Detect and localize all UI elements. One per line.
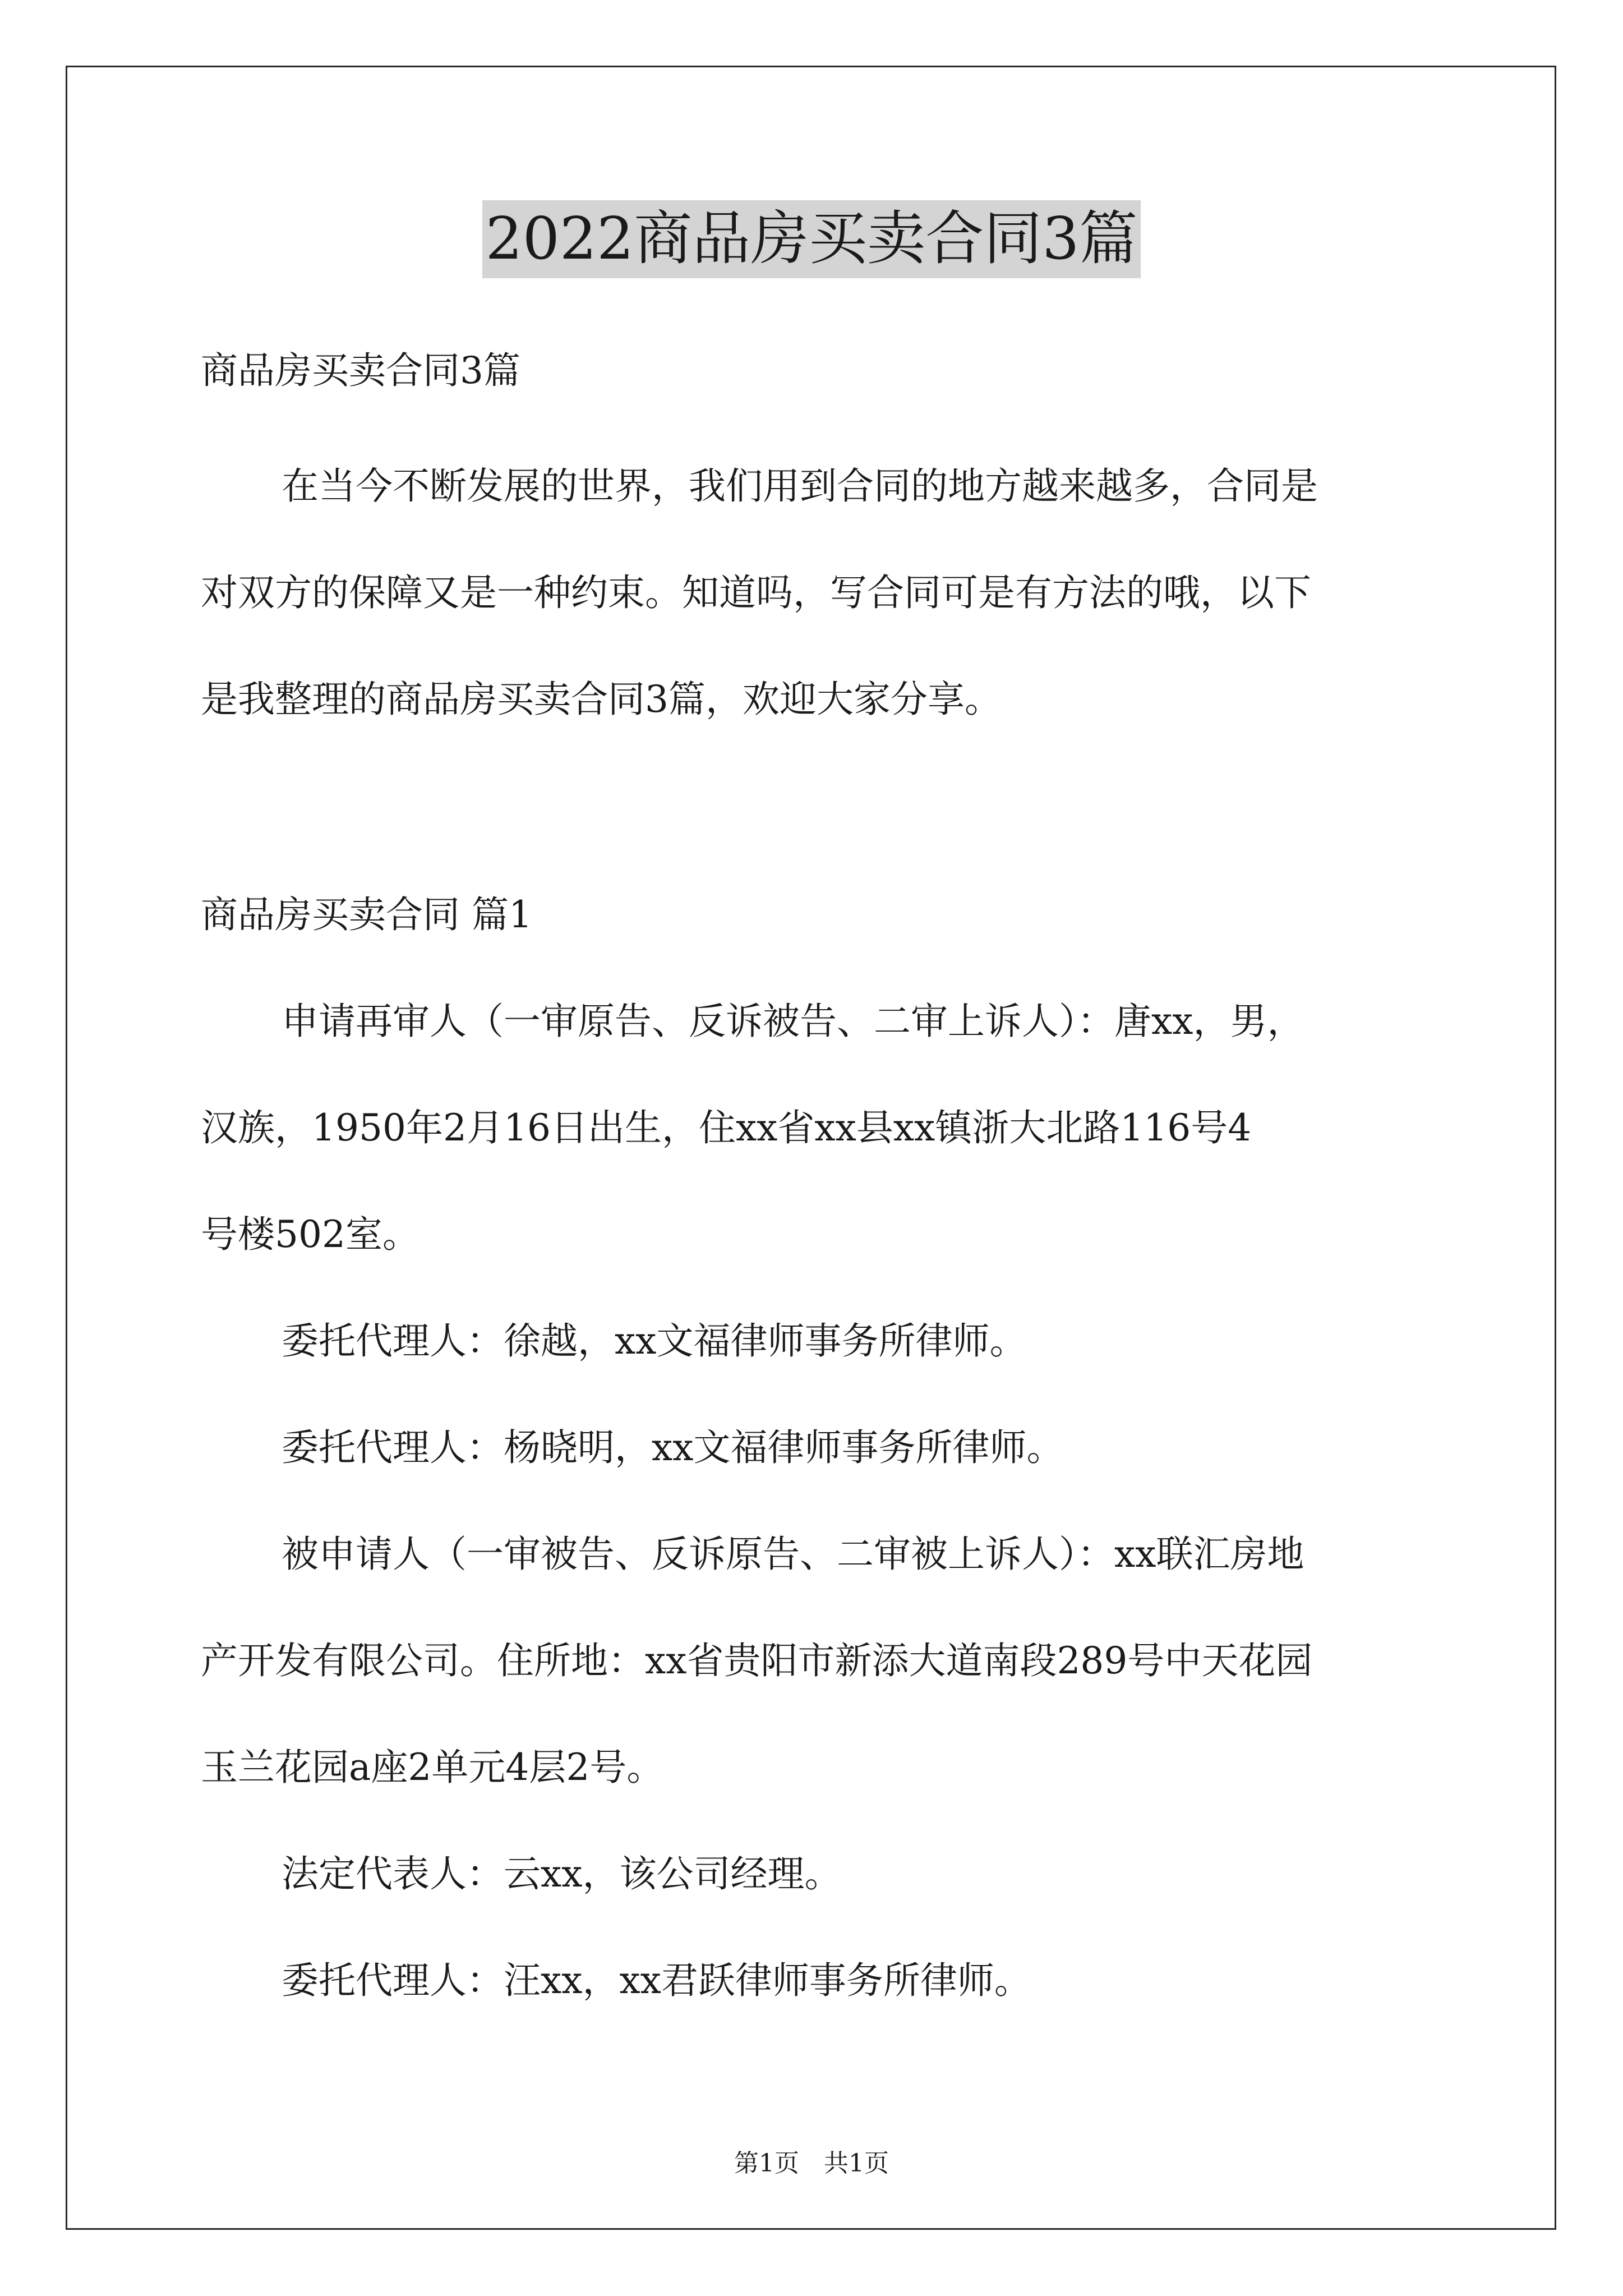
- applicant-line-1: 申请再审人（一审原告、反诉被告、二审上诉人）：唐xx，男，: [282, 1000, 1304, 1043]
- intro-line-1: 在当今不断发展的世界，我们用到合同的地方越来越多，合同是: [282, 464, 1318, 508]
- agent-paragraph-1: [201, 1288, 1435, 1395]
- agent-line-1: 委托代理人：徐越，xx文福律师事务所律师。: [282, 1319, 1027, 1363]
- agent-paragraph-2: [201, 1395, 1435, 1501]
- respondent-line-3: 玉兰花园a座2单元4层2号。: [201, 1746, 664, 1789]
- subtitle: 商品房买卖合同3篇: [201, 349, 520, 392]
- section-heading: 商品房买卖合同 篇1: [201, 893, 532, 936]
- applicant-line-2: 汉族，1950年2月16日出生，住xx省xx县xx镇浙大北路116号4: [201, 1106, 1252, 1149]
- applicant-line-3: 号楼502室。: [201, 1213, 419, 1256]
- agent-paragraph-3: [201, 1927, 1435, 2034]
- intro-line-3: 是我整理的商品房买卖合同3篇，欢迎大家分享。: [201, 678, 1002, 721]
- document-title-text: 2022商品房买卖合同3篇: [482, 200, 1141, 278]
- agent-line-2: 委托代理人：杨晓明，xx文福律师事务所律师。: [282, 1426, 1064, 1469]
- page-footer: 第1页 共1页: [734, 2149, 889, 2178]
- intro-line-2: 对双方的保障又是一种约束。知道吗，写合同可是有方法的哦，以下: [201, 571, 1311, 614]
- respondent-paragraph: [201, 1501, 1435, 1821]
- intro-paragraph: [201, 433, 1435, 753]
- legal-rep-paragraph: [201, 1821, 1435, 1927]
- applicant-paragraph: [201, 968, 1435, 1288]
- agent-line-3: 委托代理人：汪xx，xx君跃律师事务所律师。: [282, 1959, 1031, 2002]
- respondent-line-1: 被申请人（一审被告、反诉原告、二审被上诉人）：xx联汇房地: [282, 1533, 1304, 1576]
- legal-rep-line: 法定代表人：云xx，该公司经理。: [282, 1852, 842, 1895]
- document-title: [0, 200, 1623, 278]
- respondent-line-2: 产开发有限公司。住所地：xx省贵阳市新添大道南段289号中天花园: [201, 1639, 1313, 1682]
